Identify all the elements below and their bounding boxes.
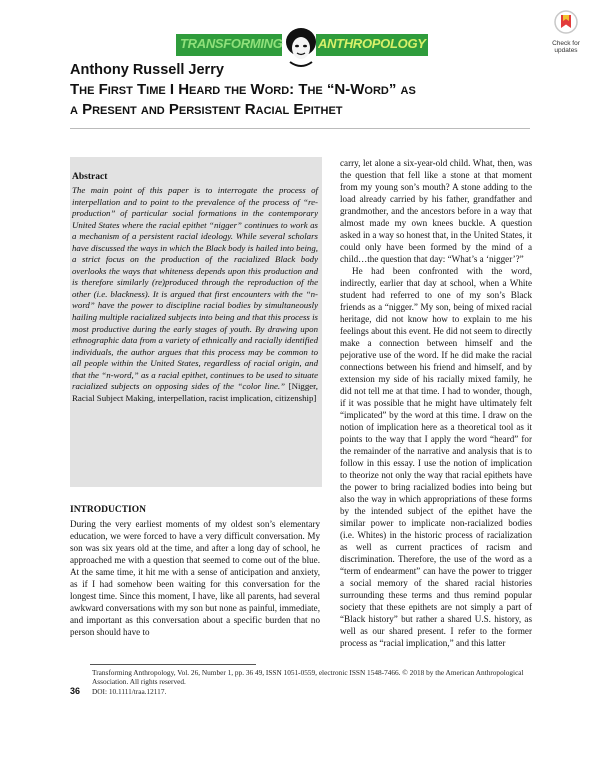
body-paragraph: He had been confronted with the word, indirectly, earlier that day at school, when a White student had referred to one of my son’s Black friends as a “nigger.” My son, being of mixed racial heritage, did not know how to explain to me his feelings about this event. He did not seem to directly make a connection between himself and the pejorative use of the word. If he did make the racial connections between his friend and himself, and by extension my side of his racially mixed family, he did not tell me at that time. I had to wonder, though, if it was possible that he might have ultimately felt “implicated” by the word at this time. I draw on the notion of implication here as a theoretical tool as it points to the way that I apply the word “heard” for the remainder of the narrative and analysis that is to follow in this essay. I use the notion of implication to theorize not only the way that racial epithets have the power to bring racialized bodies into being but also the way in which appropriations of these forms by the intended subject of the epithet have the similar power to implicate non-racialized bodies (i.e. Whites) in the historic process of racialization as well as current practices of racism and discrimination. Therefore, the use of the word as a “term of endearment” can have the power to trigger a social memory of the shared racial histories surrounding these terms and thus remind popular society that these epithets are not simply a part of “Black history” but rather a shared U.S. history, as well as our shared present. I refer to the former process as “racial implication,” and this latter (340, 266, 532, 648)
introduction-heading: INTRODUCTION (70, 505, 147, 515)
page-number: 36 (70, 686, 81, 696)
updates-icon (554, 10, 578, 34)
abstract-heading: Abstract (72, 172, 108, 182)
body-paragraph: carry, let alone a six-year-old child. What, then, was the question that fell like a stone at that moment from my young son’s mouth? A stone adding to the load already carried by his father, grandfather and grandmother, and the ancestors before in a way that almost made my own knees buckle. A question asked in a way so honest that, in the United States, it could only have been formed by the mind of a child…the question that day: “What’s a ‘nigger’?” (340, 158, 532, 264)
check-for-updates-badge[interactable] (547, 10, 585, 52)
banner-word-transforming: TRANSFORMING (180, 36, 283, 51)
author-name: Anthony Russell Jerry (70, 62, 224, 78)
introduction-paragraph: During the very earliest moments of my oldest son’s elementary education, we were forced to have a very difficult conversation. My son was six years old at the time, and after a long day of school, he approached me with a question that seemed to come out of the blue. At the same time, it hit me with a sense of anticipation and anxiety, as if I had somehow been waiting for this conversation for the longest time. Since this moment, I have, like all parents, had several awkward conversations with my son but none as painful, immediate, and important as this conversation about a specific burden that no person should have to (70, 519, 320, 637)
article-title (70, 80, 550, 120)
title-divider (70, 128, 530, 129)
footer-citation: Transforming Anthropology, Vol. 26, Number 1, pp. 36 49, ISSN 1051-0559, electronic ISSN 1548-7466. © 2018 by the American Anthropological Association. All rights reserved. (92, 668, 524, 686)
footer-divider (90, 664, 256, 665)
right-column (340, 157, 532, 649)
article-title-line: The First Time I Heard the Word: The “N-Word” as (70, 81, 416, 98)
updates-label-line2: updates (554, 47, 578, 54)
abstract-body (72, 185, 318, 404)
doi-link[interactable]: DOI: 10.1111/traa.12117. (92, 687, 167, 696)
abstract-text: The main point of this paper is to interrogate the process of interpellation and to point to the prevalence of the process of “re-production” of particular social formations in the contemporary United States where the racial epithet “nigger” continues to work as a mechanism of a persistent racial ideology. While several scholars have discussed the ways in which the Black body is hailed into being, a strict focus on the production of the racialized Black body overlooks the ways that whiteness depends upon this production and is therefore similarly (re)produced through the reproduction of the other (i.e. blackness). It is argued that first encounters with the “n-word” have the power to discipline racial bodies by simultaneously hailing multiple racialized subjects into being and that this process is most productive during the early stages of youth. By drawing upon ethnographic data from a variety of ethnically and racially identified individuals, the author argues that this process may be common to all people within the United States, regardless of racial origin, and that the “n-word,” as a racial epithet, continues to be used to situate racialized subjects on opposing sides of the “color line.” (72, 185, 318, 392)
abstract-keywords: [Nigger, Racial Subject Making, interpellation, racist implication, citizenship] (72, 381, 318, 403)
updates-label-line1: Check for (552, 40, 580, 47)
article-title-line: a Present and Persistent Racial Epithet (70, 101, 343, 118)
banner-face-logo (284, 26, 318, 68)
banner-word-anthropology: ANTHROPOLOGY (318, 36, 426, 51)
